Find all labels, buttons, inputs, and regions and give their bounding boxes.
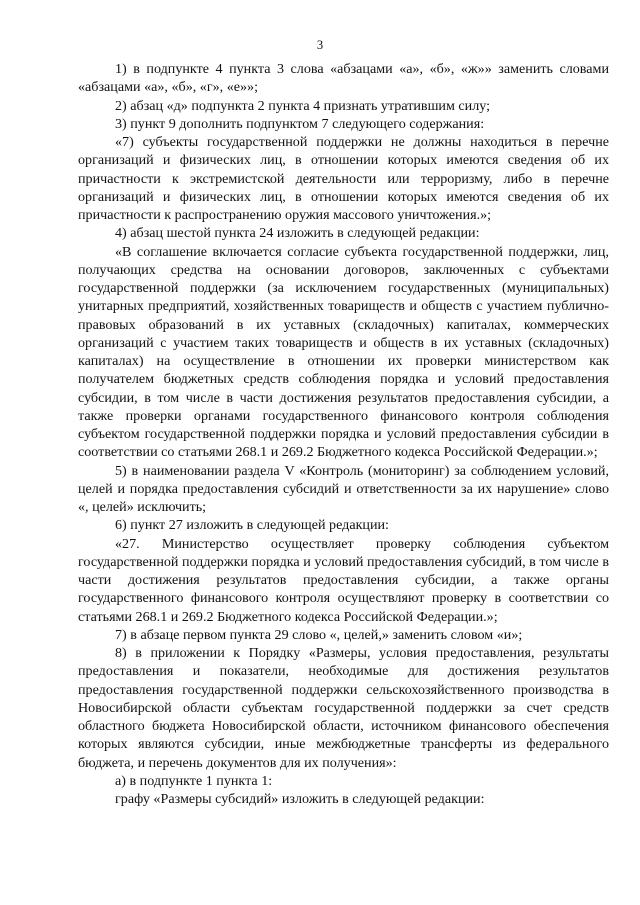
page-number: 3 xyxy=(316,38,324,52)
paragraph-1: 1) в подпункте 4 пункта 3 слова «абзацами «а», «б», «ж»» заменить словами «абзацами «а», «б», «г», «е»»; xyxy=(78,61,609,96)
paragraph-7: 5) в наименовании раздела V «Контроль (мониторинг) за соблюдением условий, целей и порядка предоставления субсидий и ответственности за их нарушение» слово «, целей» исключить; xyxy=(78,462,609,515)
paragraph-13: графу «Размеры субсидий» изложить в следующей редакции: xyxy=(115,791,485,807)
paragraph-12: а) в подпункте 1 пункта 1: xyxy=(115,772,273,789)
paragraph-8: 6) пункт 27 изложить в следующей редакции: xyxy=(115,517,389,534)
paragraph-4: «7) субъекты государственной поддержки не должны находиться в перечне организаций и физических лиц, в отношении которых имеются сведения об их причастности к экстремистской деятельности или терроризму, либо в перечне организаций и физических лиц, в отношении которых имеются сведения об их причастности к распространению оружия массового уничтожения.»; xyxy=(78,134,609,223)
paragraph-3: 3) пункт 9 дополнить подпунктом 7 следующего содержания: xyxy=(115,115,485,132)
paragraph-9: «27. Министерство осуществляет проверку соблюдения субъектом государственной поддержки порядка и условий предоставления субсидий, в том числе в части достижения результатов предоставления субсидии, а также органы государственного финансового контроля осуществляют проверку в соответствии со статьями 268.1 и 269.2 Бюджетного кодекса Российской Федерации.»; xyxy=(78,535,609,625)
paragraph-10: 7) в абзаце первом пункта 29 слово «, целей,» заменить словом «и»; xyxy=(115,626,523,643)
paragraph-11: 8) в приложении к Порядку «Размеры, условия предоставления, результаты предоставления и показатели, необходимые для достижения результатов предоставления государственной поддержки сельскохозяйственного производства в Новосибирской области субъектам государственной поддержки за счет средств областного бюджета Новосибирской области, источником финансового обеспечения которых являются субсидии, иные межбюджетные трансферты из федерального бюджета, и перечень документов для их получения»: xyxy=(78,645,609,771)
paragraph-6: «В соглашение включается согласие субъекта государственной поддержки, лиц, получающих средства на основании договоров, заключенных с субъектами государственной поддержки (за исключением государственных (муниципальных) унитарных предприятий, хозяйственных товариществ и обществ с участием публично-правовых образований в их уставных (складочных) капиталах, коммерческих организаций с участием таких товариществ и обществ в их уставных (складочных) капиталах) на осуществление в отношении их проверки министерством как получателем бюджетных средств соблюдения порядка и условий предоставления субсидии, в том числе в части достижения результатов предоставления субсидии, а также проверки органами государственного финансового контроля соблюдения субъектом государственной поддержки порядка и условий предоставления субсидии в соответствии со статьями 268.1 и 269.2 Бюджетного кодекса Российской Федерации.»; xyxy=(78,243,609,461)
document-body xyxy=(78,60,609,808)
paragraph-2: 2) абзац «д» подпункта 2 пункта 4 признать утратившим силу; xyxy=(115,97,491,114)
paragraph-5: 4) абзац шестой пункта 24 изложить в следующей редакции: xyxy=(115,225,480,242)
